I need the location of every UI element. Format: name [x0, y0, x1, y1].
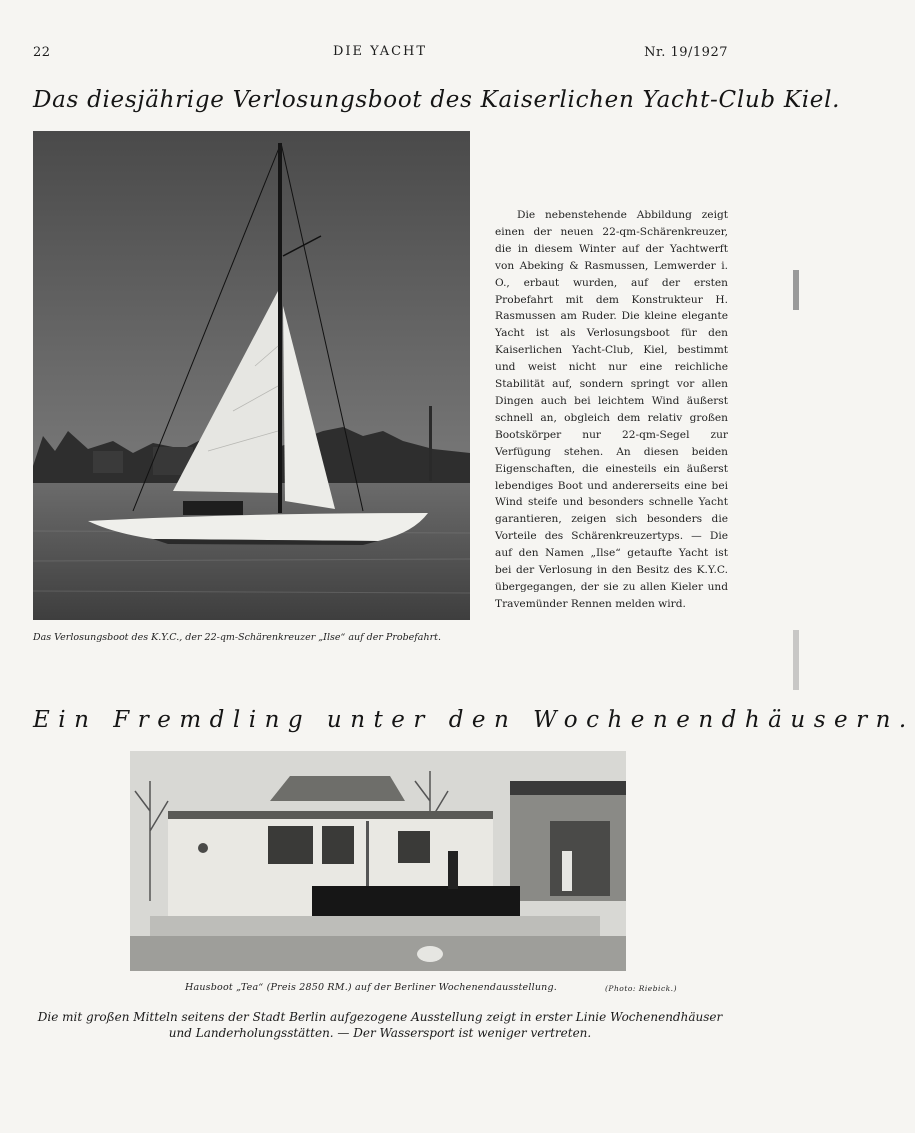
sailboat-image	[33, 131, 470, 620]
article-1-headline: Das diesjährige Verlosungsboot des Kaiserlichen Yacht-Club Kiel.	[33, 87, 841, 113]
article-2-headline: Ein Fremdling unter den Wochenendhäusern.	[33, 707, 915, 733]
closing-line-2: und Landerholungsstätten. — Der Wassersport ist weniger vertreten.	[168, 1026, 592, 1040]
page-number: 22	[33, 45, 51, 60]
journal-title: DIE YACHT	[332, 44, 428, 59]
closing-text	[22, 1009, 738, 1041]
closing-line-1: Die mit großen Mitteln seitens der Stadt Berlin aufgezogene Ausstellung zeigt in erster Linie Wochenendhäuser	[37, 1010, 723, 1024]
scan-edge-mark	[793, 630, 799, 690]
sailboat-photo-caption: Das Verlosungsboot des K.Y.C., der 22-qm-Schärenkreuzer „Ilse“ auf der Probefahrt.	[33, 632, 441, 643]
houseboat-photo-caption: Hausboot „Tea“ (Preis 2850 RM.) auf der Berliner Wochenendausstellung.	[185, 982, 557, 993]
sailboat-photo	[33, 131, 470, 620]
article-1-paragraph: Die nebenstehende Abbildung zeigt einen der neuen 22-qm-Schärenkreuzer, die in diesem Winter auf der Yachtwerft von Abeking & Rasmussen, Lemwerder i. O., erbaut wurden, auf der ersten Probefahrt mit dem Konstrukteur H. Rasmussen am Ruder. Die kleine elegante Yacht ist als Verlosungsboot für den Kaiserlichen Yacht-Club, Kiel, bestimmt und weist nicht nur eine reichliche Stabilität auf, sondern springt vor allen Dingen auch bei leichtem Wind äußerst schnell an, obgleich dem relativ großen Bootskörper nur 22-qm-Segel zur Verfügung stehen. An diesen beiden Eigenschaften, die einesteils ein äußerst lebendiges Boot und andererseits eine bei Wind steife und besonders schnelle Yacht garantieren, zeigen sich besonders die Vorteile des Schärenkreuzertyps. — Die auf den Namen „Ilse“ getaufte Yacht ist bei der Verlosung in den Besitz des K.Y.C. übergegangen, der sie zu allen Kieler und Travemünder Rennen melden wird.	[495, 209, 728, 610]
houseboat-image	[130, 751, 626, 971]
article-1-body	[495, 207, 728, 613]
scan-edge-mark	[793, 270, 799, 310]
photo-credit: (Photo: Riebick.)	[605, 984, 677, 993]
issue-number: Nr. 19/1927	[644, 45, 728, 60]
houseboat-photo	[130, 751, 626, 971]
